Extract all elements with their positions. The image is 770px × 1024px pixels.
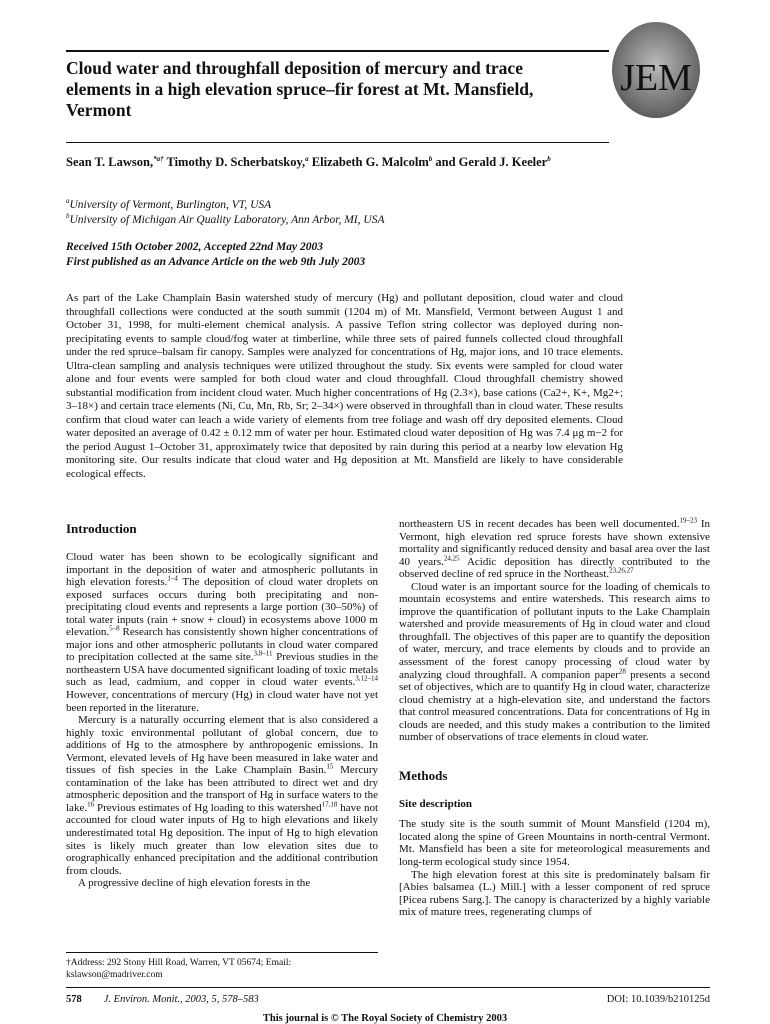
affiliation: $^b$University of Michigan Air Quality Laboratory, Ann Arbor, MI, USA (66, 212, 385, 226)
right-paragraph-1: northeastern US in recent decades has been well documented.$^{19-23}$ In Vermont, high elevation red spruce forests have shown extensive mortality and significantly reduced density and basal area over the last 40 years.$^{24,25}$ Acidic deposition has directly contributed to the observed decline of red spruce in the Northeast.$^{23,26,27}$ (399, 516, 710, 581)
copyright-line: This journal is © The Royal Society of Chemistry 2003 (262, 1013, 508, 1024)
affiliation: $^a$University of Vermont, Burlington, VT, USA (66, 197, 272, 211)
intro-heading: Introduction (66, 521, 137, 536)
logo-text: JEM (620, 57, 692, 99)
author-name: Elizabeth G. Malcolm (308, 155, 429, 169)
citation-mark: 17,18 (321, 800, 338, 809)
author-affiliation-mark: b (547, 154, 551, 163)
title-bottom-rule (66, 142, 609, 143)
citation-mark: 19–23 (679, 516, 697, 525)
author-list (66, 154, 586, 170)
abstract: As part of the Lake Champlain Basin watershed study of mercury (Hg) and pollutant deposition, cloud water and cloud throughfall collections were conducted at the south summit (1204 m) of Mt. Mansfield, Vermont between August 1 and October 31, 1998, for multi-element chemical analysis. A passive Teflon string collector was deployed during non-precipitating events to sample cloud/fog water at timberline, while three sets of paired funnels collected cloud throughfall under the red spruce–balsam fir canopy. Samples were analyzed for concentrations of Hg, major ions, and 10 trace elements. Ultra-clean sampling and analysis techniques were utilized throughout the study. Six events were sampled for cloud water alone and four events were sampled for both cloud water and cloud throughfall. Cloud throughfall chemistry showed substantial modification from incident cloud water. Much higher concentrations of Hg (2.3×), base cations (Ca2+, K+, Mg2+; 3–18×) and certain trace elements (Ni, Cu, Mn, Rb, Sr; 2–34×) were observed in throughfall than in cloud water. These results confirm that cloud water can leach a wide variety of elements from tree foliage and wash off dry deposited elements. Cloud water deposited an average of 0.42 ± 0.12 mm of water per hour. Estimated cloud water deposition of Hg was 7.4 μg m−2 for the period August 1–October 31, approximately twice that deposited by rain during this period at a nearby low elevation Hg monitoring site. Our results indicate that cloud water and Hg deposition at Mt. Mansfield are likely to have considerable ecological effects. (66, 292, 623, 480)
published-date: First published as an Advance Article on the web 9th July 2003 (66, 256, 366, 268)
journal-logo (608, 18, 704, 126)
citation-mark: 28 (618, 666, 626, 675)
article-title: Cloud water and throughfall deposition of mercury and trace elements in a high elevation spruce–fir forest at Mt. Mansfield, Vermont (66, 58, 534, 120)
citation-mark: 24,25 (443, 553, 460, 562)
affiliations (66, 198, 586, 228)
right-column (399, 518, 710, 919)
received-date: Received 15th October 2002, Accepted 22nd May 2003 (66, 241, 323, 253)
intro-paragraph-1: Cloud water has been shown to be ecologically significant and important in the deposition of water and atmospheric pollutants in high elevation forests.$^{1-4}$ The deposition of cloud water droplets on exposed surfaces occurs during both precipitating and non-precipitating cloud events and represents a large portion (30–50%) of total water inputs (rain + snow + cloud) in ecosystems above 1000 m elevation.$^{5-8}$ Research has consistently shown higher concentrations of major ions and other atmospheric pollutants in cloud water compared to precipitation collected at the same site.$^{3,8-11}$ Previous studies in the northeastern USA have documented significant loading of toxic metals such as lead, cadmium, and copper in cloud water events.$^{3,12-14}$ However, concentrations of mercury (Hg) in cloud water have not yet been reported in the literature. (66, 551, 378, 714)
intro-paragraph-3: A progressive decline of high elevation forests in the (78, 877, 311, 890)
intro-paragraph-2: Mercury is a naturally occurring element that is also considered a highly toxic environmental pollutant of global concern, due to additions of Hg to the atmosphere by anthropogenic emissions. In Vermont, elevated levels of Hg have been measured in lake water and tissues of fish species in the Lake Champlain Basin.$^{15}$ Mercury contamination of the lake has been attributed to direct wet and dry atmospheric deposition and the transport of Hg in surface waters to the lake.$^{16}$ Previous estimates of Hg loading to this watershed$^{17,18}$ have not accounted for cloud water inputs of Hg to high elevations and likely underestimated total Hg deposition. The input of Hg to high elevation sites is likely much greater than low elevation sites due to orographically enhanced precipitation and the additional contribution from clouds. (66, 714, 379, 877)
right-paragraph-4: The high elevation forest at this site is predominately balsam fir [Abies balsamea (L.) Mill.] with a lesser component of red spruce [Picea rubens Sarg.]. The canopy is characterized by a highly variable mix of mature trees, regenerating clumps of (399, 868, 710, 919)
footnote: †Address: 292 Stony Hill Road, Warren, VT 05674; Email: kslawson@madriver.com (66, 958, 292, 980)
footnote-rule (66, 952, 378, 953)
methods-heading: Methods (399, 767, 448, 783)
citation-mark: 15 (326, 762, 334, 771)
citation-mark: 5–8 (109, 624, 120, 633)
left-column (66, 521, 378, 890)
right-paragraph-3: The study site is the south summit of Mount Mansfield (1204 m), located along the spine of Green Mountains in north-central Vermont. Mt. Mansfield has been a site for meteorological measurements and long-term ecological study since 1954. (399, 818, 710, 869)
journal-citation: J. Environ. Monit., 2003, 5, 578–583 (103, 994, 259, 1005)
author-affiliation-mark: *a† (153, 154, 164, 163)
author-affiliation-mark: b (428, 154, 433, 163)
doi: DOI: 10.1039/b210125d (606, 994, 710, 1005)
right-paragraph-2: Cloud water is an important source for the loading of chemicals to mountain ecosystems and entire watersheds. This research aims to improve the quantification of pollutant inputs to the Lake Champlain watershed and provide measurements of Hg in cloud water and cloud throughfall. The objectives of this paper are to quantify the deposition of water, mercury, and trace elements by clouds and to provide an assessment of the forest canopy processing of cloud water by analyzing cloud throughfall. A companion paper$^{28}$ presents a second set of objectives, which are to quantify Hg in cloud water, characterize cloud chemistry at a high-elevation site, and understand the factors that control measured concentrations. Data for concentrations of Hg in clouds are needed, and this study makes a contribution to the limited number of observations of trace elements in cloud water. (399, 580, 711, 744)
author-name: Timothy D. Scherbatskoy, (163, 155, 306, 169)
citation-mark: 3,8–11 (253, 649, 273, 658)
author-name: and Gerald J. Keeler (432, 155, 548, 169)
footer-citation (66, 994, 259, 1005)
citation-mark: 16 (87, 800, 95, 809)
publication-dates (66, 240, 586, 270)
footer-rule (66, 987, 710, 988)
title-top-rule (66, 50, 609, 52)
site-description-heading: Site description (399, 797, 473, 810)
citation-mark: 23,26,27 (609, 566, 634, 575)
citation-mark: 3,12–14 (355, 674, 378, 683)
citation-mark: 1–4 (167, 574, 178, 583)
author-affiliation-mark: a (305, 154, 309, 163)
author-name: Sean T. Lawson, (66, 155, 154, 169)
page-number: 578 (66, 994, 82, 1005)
